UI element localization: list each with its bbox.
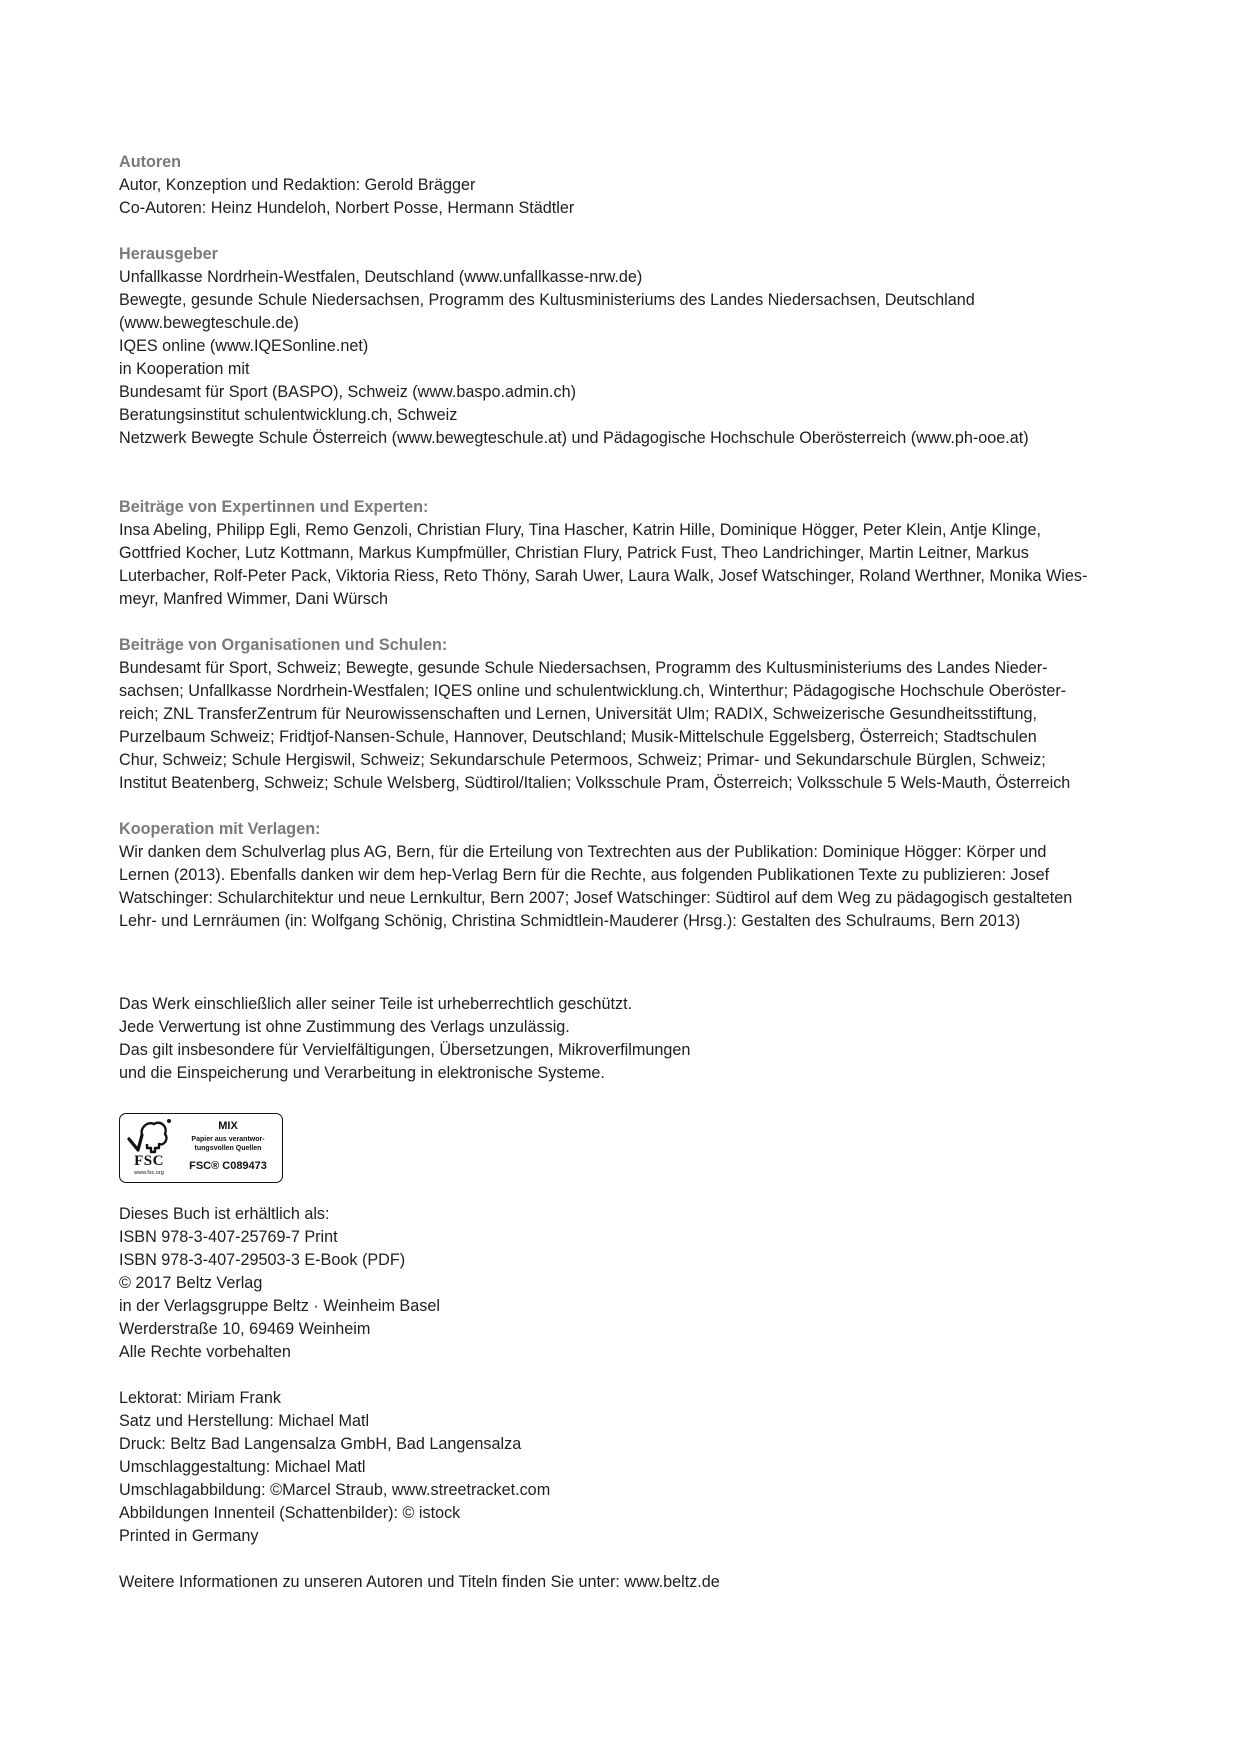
cooperation-line: Wir danken dem Schulverlag plus AG, Bern, für die Erteilung von Textrechten aus der Publikation: Dominique Högger: Körper und: [119, 843, 1047, 861]
credit-line: Druck: Beltz Bad Langensalza GmbH, Bad Langensalza: [119, 1435, 522, 1453]
publishers-section: [119, 243, 1119, 450]
copyright-line: und die Einspeicherung und Verarbeitung in elektronische Systeme.: [119, 1064, 605, 1082]
publisher-line: Unfallkasse Nordrhein-Westfalen, Deutschland (www.unfallkasse-nrw.de): [119, 268, 643, 286]
publishers-cooperation-heading: Kooperation mit Verlagen:: [119, 820, 321, 838]
credit-line: Satz und Herstellung: Michael Matl: [119, 1412, 370, 1430]
experts-section: [119, 496, 1119, 611]
fsc-logo: [119, 1113, 283, 1183]
organisations-line: Institut Beatenberg, Schweiz; Schule Welsberg, Südtirol/Italien; Volksschule Pram, Österreich; Volksschule 5 Wels-Mauth, Österreich: [119, 774, 1071, 792]
credit-line: Printed in Germany: [119, 1527, 259, 1545]
copyright-notice: [119, 993, 1119, 1085]
organisations-line: Purzelbaum Schweiz; Fridtjof-Nansen-Schule, Hannover, Deutschland; Musik-Mittelschule Eggelsberg, Österreich; Stadtschulen: [119, 728, 1037, 746]
availability-section: [119, 1203, 1119, 1364]
publisher-line: Bundesamt für Sport (BASPO), Schweiz (www.baspo.admin.ch): [119, 383, 577, 401]
copyright-year: © 2017 Beltz Verlag: [119, 1274, 263, 1292]
publisher-line: in Kooperation mit: [119, 360, 250, 378]
cooperation-line: Lehr- und Lernräumen (in: Wolfgang Schönig, Christina Schmidtlein-Mauderer (Hrsg.): Gestalten des Schulraums, Bern 2013): [119, 912, 1021, 930]
copyright-line: Jede Verwertung ist ohne Zustimmung des Verlags unzulässig.: [119, 1018, 570, 1036]
cooperation-line: Watschinger: Schularchitektur und neue Lernkultur, Bern 2007; Josef Watschinger: Südtirol auf dem Weg zu pädagogisch gestalteten: [119, 889, 1073, 907]
availability-line: Dieses Buch ist erhältlich als:: [119, 1205, 330, 1223]
organisations-line: reich; ZNL TransferZentrum für Neurowissenschaften und Lernen, Universität Ulm; RADIX, Schweizerische Gesundheitsstiftung,: [119, 705, 1037, 723]
imprint-page: [119, 151, 1119, 1594]
publisher-line: IQES online (www.IQESonline.net): [119, 337, 369, 355]
publisher-line: Bewegte, gesunde Schule Niedersachsen, Programm des Kultusministeriums des Landes Niedersachsen, Deutschland: [119, 291, 975, 309]
publishers-cooperation-section: [119, 818, 1119, 933]
footer-note: Weitere Informationen zu unseren Autoren und Titeln finden Sie unter: www.beltz.de: [119, 1573, 720, 1591]
experts-line: meyr, Manfred Wimmer, Dani Würsch: [119, 590, 388, 608]
isbn-ebook: ISBN 978-3-407-29503-3 E-Book (PDF): [119, 1251, 406, 1269]
organisations-line: Chur, Schweiz; Schule Hergiswil, Schweiz; Sekundarschule Petermoos, Schweiz; Primar- und Sekundarschule Bürglen, Schweiz;: [119, 751, 1046, 769]
authors-section: [119, 151, 1119, 220]
publisher-group: in der Verlagsgruppe Beltz · Weinheim Basel: [119, 1297, 440, 1315]
experts-line: Gottfried Kocher, Lutz Kottmann, Markus Kumpfmüller, Christian Flury, Patrick Fust, Theo Landrichinger, Martin Leitner, Markus: [119, 544, 1029, 562]
authors-heading: Autoren: [119, 153, 182, 171]
author-line: Autor, Konzeption und Redaktion: Gerold Brägger: [119, 176, 476, 194]
organisations-heading: Beiträge von Organisationen und Schulen:: [119, 636, 448, 654]
fsc-description: [176, 1136, 280, 1153]
fsc-mix-label: MIX: [218, 1120, 238, 1132]
fsc-url: www.fsc.org: [134, 1170, 164, 1176]
credits-section: [119, 1387, 1119, 1548]
experts-heading: Beiträge von Expertinnen und Experten:: [119, 498, 429, 516]
fsc-brand: FSC: [134, 1153, 164, 1169]
organisations-section: [119, 634, 1119, 795]
organisations-line: Bundesamt für Sport, Schweiz; Bewegte, gesunde Schule Niedersachsen, Programm des Kultusministeriums des Landes Nieder-: [119, 659, 1048, 677]
credit-line: Abbildungen Innenteil (Schattenbilder): © istock: [119, 1504, 461, 1522]
experts-line: Luterbacher, Rolf-Peter Pack, Viktoria Riess, Reto Thöny, Sarah Uwer, Laura Walk, Josef Watschinger, Roland Werthner, Monika Wies-: [119, 567, 1088, 585]
experts-line: Insa Abeling, Philipp Egli, Remo Genzoli, Christian Flury, Tina Hascher, Katrin Hille, Dominique Högger, Peter Klein, Antje Klinge,: [119, 521, 1041, 539]
fsc-description-line: tungsvollen Quellen: [194, 1144, 262, 1152]
copyright-line: Das Werk einschließlich aller seiner Teile ist urheberrechtlich geschützt.: [119, 995, 633, 1013]
credit-line: Umschlagabbildung: ©Marcel Straub, www.streetracket.com: [119, 1481, 551, 1499]
copyright-line: Das gilt insbesondere für Vervielfältigungen, Übersetzungen, Mikroverfilmungen: [119, 1041, 691, 1059]
publisher-line: Beratungsinstitut schulentwicklung.ch, Schweiz: [119, 406, 458, 424]
fsc-tree-checkmark-icon: [126, 1117, 172, 1157]
fsc-code: FSC® C089473: [189, 1160, 267, 1172]
organisations-line: sachsen; Unfallkasse Nordrhein-Westfalen; IQES online und schulentwicklung.ch, Winterthur; Pädagogische Hochschule Oberöster-: [119, 682, 1067, 700]
publisher-address: Werderstraße 10, 69469 Weinheim: [119, 1320, 371, 1338]
credit-line: Lektorat: Miriam Frank: [119, 1389, 281, 1407]
fsc-description-line: Papier aus verantwor-: [191, 1136, 265, 1143]
co-authors-line: Co-Autoren: Heinz Hundeloh, Norbert Posse, Hermann Städtler: [119, 199, 575, 217]
rights-reserved: Alle Rechte vorbehalten: [119, 1343, 291, 1361]
publisher-line: (www.bewegteschule.de): [119, 314, 299, 332]
publishers-heading: Herausgeber: [119, 245, 218, 263]
credit-line: Umschlaggestaltung: Michael Matl: [119, 1458, 366, 1476]
isbn-print: ISBN 978-3-407-25769-7 Print: [119, 1228, 338, 1246]
cooperation-line: Lernen (2013). Ebenfalls danken wir dem hep-Verlag Bern für die Rechte, aus folgenden Publikationen Texte zu publizieren: Josef: [119, 866, 1050, 884]
publisher-line: Netzwerk Bewegte Schule Österreich (www.bewegteschule.at) und Pädagogische Hochschule Oberösterreich (www.ph-ooe.at): [119, 429, 1029, 447]
